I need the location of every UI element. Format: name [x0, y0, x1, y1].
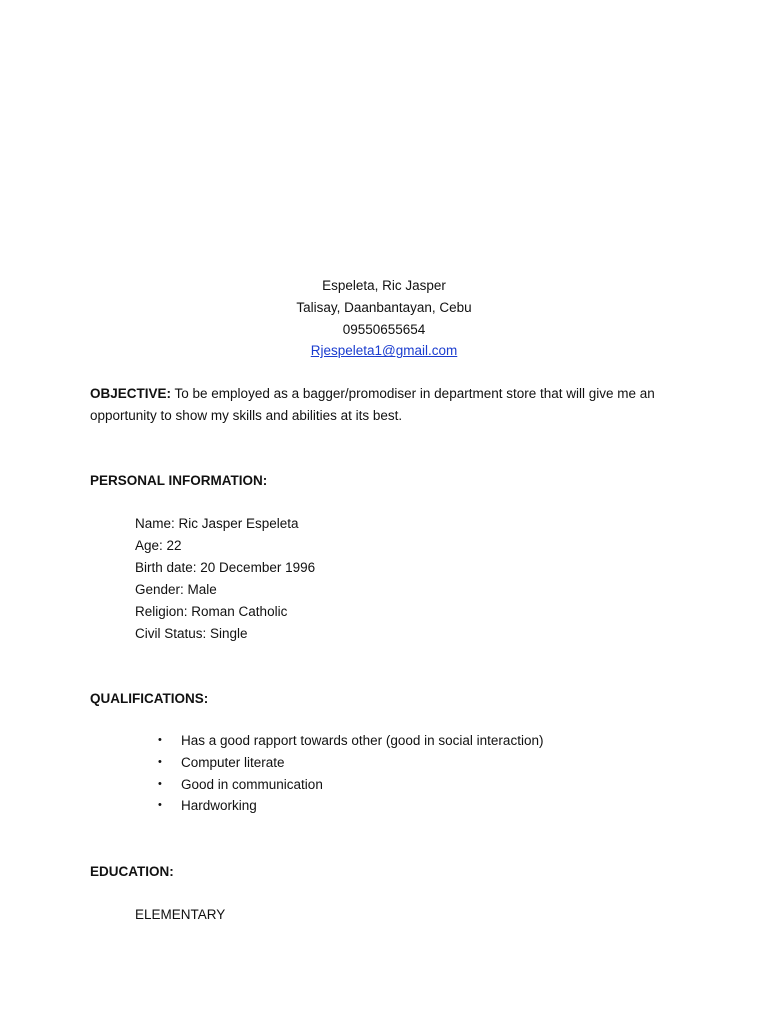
bullet-icon: •	[158, 734, 162, 746]
bullet-icon: •	[158, 777, 162, 790]
qualification-text: Has a good rapport towards other (good in social interaction)	[181, 733, 544, 748]
info-civil-status: Civil Status: Single	[135, 626, 248, 641]
qualification-text: Good in communication	[181, 776, 323, 792]
email-link[interactable]: Rjespeleta1@gmail.com	[310, 343, 458, 359]
info-name: Name: Ric Jasper Espeleta	[135, 516, 299, 531]
list-item	[155, 774, 543, 796]
list-item	[155, 795, 543, 817]
info-religion: Religion: Roman Catholic	[135, 604, 288, 619]
qualifications-list	[155, 730, 543, 817]
list-item	[155, 730, 543, 752]
applicant-address: Talisay, Daanbantayan, Cebu	[296, 299, 472, 315]
personal-information-heading: PERSONAL INFORMATION:	[90, 473, 268, 488]
resume-header	[0, 275, 768, 362]
applicant-name: Espeleta, Ric Jasper	[322, 278, 446, 293]
bullet-icon: •	[158, 755, 162, 768]
qualifications-heading: QUALIFICATIONS:	[90, 691, 209, 706]
personal-information-list	[135, 513, 315, 645]
info-gender: Gender: Male	[135, 582, 217, 597]
applicant-phone: 09550655654	[342, 321, 426, 337]
education-level: ELEMENTARY	[135, 907, 226, 922]
info-birth-date: Birth date: 20 December 1996	[135, 560, 316, 575]
qualification-text: Computer literate	[181, 754, 285, 770]
objective-label: OBJECTIVE:	[90, 386, 172, 401]
bullet-icon: •	[158, 799, 162, 812]
objective-text: To be employed as a bagger/promodiser in department store that will give me an opportunity to show my skills and abilities at its best.	[90, 386, 655, 423]
qualification-text: Hardworking	[181, 798, 257, 814]
list-item	[155, 752, 543, 774]
info-age: Age: 22	[135, 538, 182, 553]
objective-paragraph	[90, 383, 680, 427]
education-heading: EDUCATION:	[90, 864, 174, 879]
